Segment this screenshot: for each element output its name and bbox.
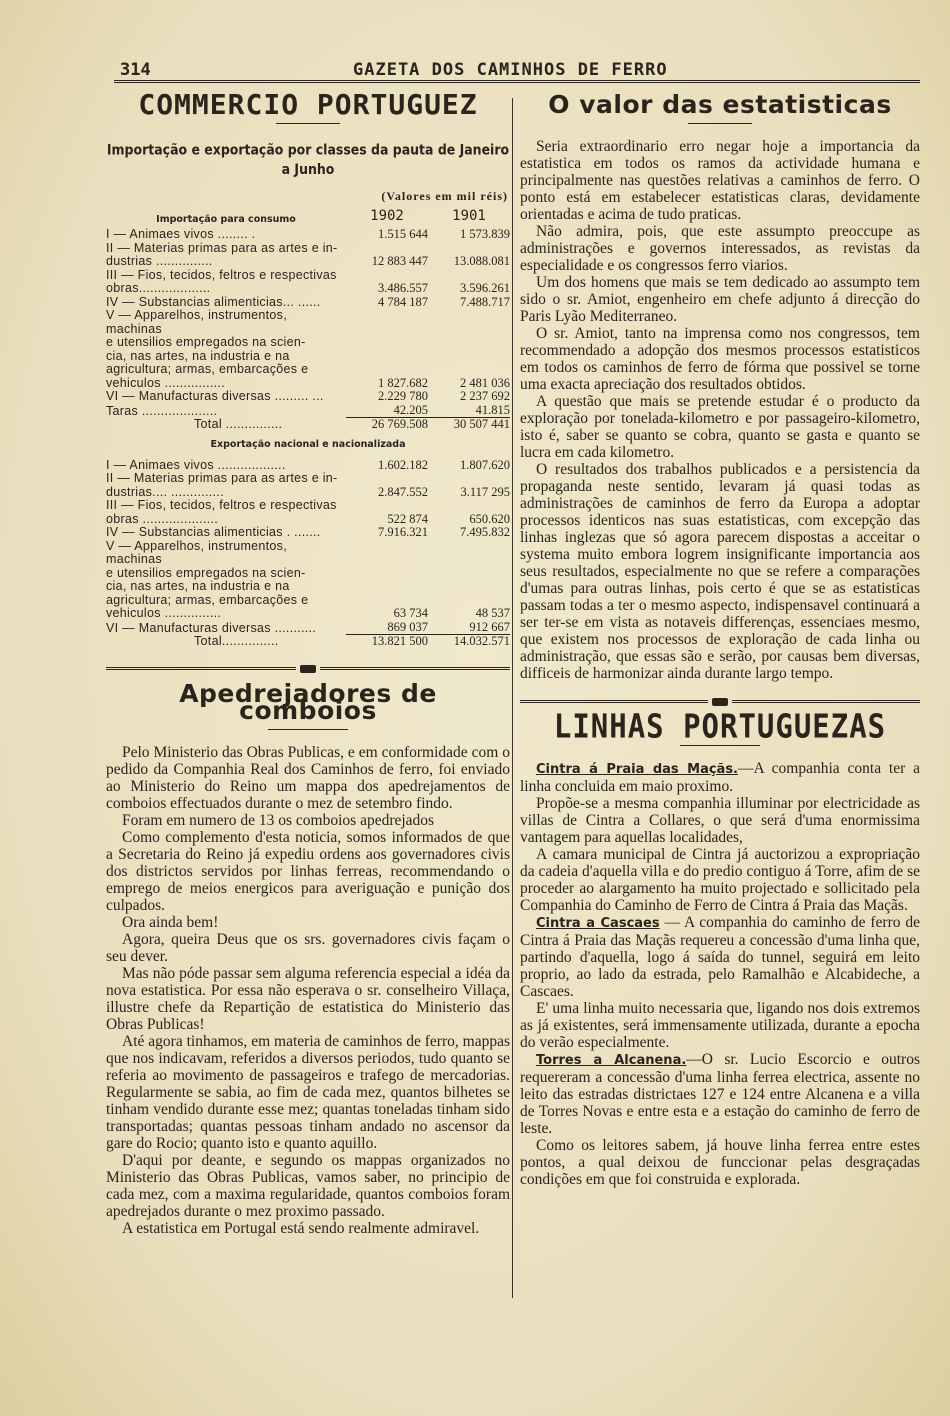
right-column — [520, 88, 920, 1188]
row-description: I — Animaes vivos ........ . — [106, 227, 256, 241]
paragraph: Até agora tinhamos, em materia de caminhos de ferro, mappas que nos indicavam, referidos a diversos periodos, tudo quanto se referia ao movimento de passageiros e trafego de mercadorias. Regularmente se sabia, ao fim de cada mez, quantos bilhetes se tinham vendido durante esse mez; quantas toneladas tinham sido transportadas; quantas pessoas tinham andado no ascensor da gare do Rocio; quanto isto e quanto aquillo. — [106, 1032, 510, 1152]
table-row — [106, 580, 510, 594]
row-description: dustrias.... .............. — [106, 484, 224, 499]
value-1902: 4 784 187 — [378, 294, 428, 309]
row-description: cia, nas artes, na industria e na — [106, 348, 290, 363]
table-row — [106, 363, 510, 377]
row-description: e utensilios empregados na scien- — [106, 565, 306, 580]
row-description: obras................... — [106, 281, 211, 295]
row-description: V — Apparelhos, instrumentos, machinas — [106, 308, 288, 336]
table-row — [106, 228, 510, 242]
paragraph: O resultados dos trabalhos publicados e a persistencia da propaganda neste sentido, levaram já quasi todas as administrações de caminhos de ferro da Europa a adoptar processos identicos nas suas estatisticas, com excepção das linhas inglezas que só agora parecem dispostas a acceitar o systema muito embora logrem insignificante importancia aos seus resultados, especialmente no que se refere a comparações d'umas para outras linhas, pois certo é que se as estatisticas passam todas a ter o mesmo aspecto, indispensavel continuará a ser ter-se em vista as notaveis differenças, essenciaes mesmo, que existem nos processos de exploração de cada linha ou administração, que essas são e serão, por causas bem diversas, difficeis de harmonizar ainda durante largo tempo. — [520, 461, 920, 682]
table-row — [106, 309, 510, 336]
value-1901: 7.495.832 — [460, 525, 510, 539]
row-description: cia, nas artes, na industria e na — [106, 579, 290, 593]
value-1901: 41.815 — [428, 404, 510, 419]
row-description: V — Apparelhos, instrumentos, machinas — [106, 538, 288, 566]
paragraph: Não admira, pois, que este assumpto preoccupe as administrações e governos interessados, as revistas da especialidade e os congressos ferro viarios. — [520, 223, 920, 274]
row-description: II — Materias primas para as artes e in- — [106, 240, 338, 255]
import-total-row — [106, 418, 510, 432]
paragraph: Seria extraordinario erro negar hoje a importancia da estatistica em todos os ramos da actividade humana e principalmente nas questões relativas a caminhos de ferro. O ponto está em estabelecer estatisticas claras, devidamente orientadas e acima de tudo praticas. — [520, 138, 920, 223]
table-row — [106, 404, 510, 419]
value-1901: 3.596.261 — [460, 281, 510, 295]
table-row — [106, 513, 510, 527]
header-rule — [114, 80, 920, 85]
value-1902: 7.916.321 — [378, 525, 428, 539]
left-column — [106, 88, 510, 1237]
total-1902: 13.821 500 — [371, 634, 428, 648]
value-1901: 48 537 — [475, 606, 510, 620]
value-1902: 3.486.557 — [378, 281, 428, 295]
table-row — [106, 282, 510, 296]
row-description: Taras .................... — [106, 403, 218, 418]
value-1901: 1.807.620 — [460, 457, 510, 472]
value-1902: 1 827.682 — [378, 375, 428, 390]
paragraph — [520, 1000, 920, 1051]
value-1901: 2 481 036 — [460, 375, 510, 390]
item-text: Como os leitores sabem, já houve linha ferrea entre estes pontos, a qual deixou de funccionar pelas desgraçadas condições em que foi construida e explorada. — [520, 1137, 920, 1188]
year-1902: 1902 — [370, 208, 404, 224]
year-1901: 1901 — [452, 208, 486, 224]
table-row — [106, 472, 510, 486]
row-description: agricultura; armas, embarcações e — [106, 362, 309, 376]
value-1902: 12 883 447 — [371, 254, 428, 268]
paragraph — [520, 914, 920, 1000]
paragraph: Foram em numero de 13 os comboios apedrejados — [122, 811, 435, 829]
value-1902: 42.205 — [346, 404, 428, 419]
row-description: VI — Manufacturas diversas ........... — [106, 620, 317, 635]
value-1901: 13.088.081 — [453, 254, 510, 268]
table-row — [106, 607, 510, 621]
linhas-heading: LINHAS PORTUGUEZAS — [553, 706, 887, 746]
value-1901: 2 237 692 — [460, 389, 510, 403]
valor-heading: O valor das estatisticas — [548, 90, 892, 119]
item-text: —A companhia conta ter a linha concluida em maio proximo. — [520, 760, 920, 795]
section1-label: Importação para consumo — [156, 214, 296, 225]
row-description: IV — Substancias alimenticias . ....... — [106, 525, 321, 539]
paragraph: O sr. Amiot, tanto na imprensa como nos congressos, tem recommendado a adopção dos mesmos processos estatisticos em todos os caminhos de ferro de fórma que possivel se torne uma exacta apreciação dos resultados obtidos. — [520, 325, 920, 393]
value-1902: 869 037 — [346, 621, 428, 636]
row-description: agricultura; armas, embarcações e — [106, 592, 309, 607]
paragraph: A questão que mais se pretende estudar é o producto da exploração por tonelada-kilometro e por passageiro-kilometro, isto é, saber se quanto se cobra, quanto se gasta e quanto se lucra em cada kilometro. — [520, 393, 920, 461]
row-description: II — Materias primas para as artes e in- — [106, 471, 338, 485]
valor-article — [520, 138, 920, 682]
paragraph — [520, 1051, 920, 1137]
value-1902: 63 734 — [393, 606, 428, 620]
table-row — [106, 336, 510, 350]
heading-rule — [688, 123, 752, 124]
row-description: obras .................... — [106, 511, 218, 526]
row-description: III — Fios, tecidos, feltros e respectivas — [106, 498, 337, 512]
table-row — [106, 526, 510, 540]
paragraph: Pelo Ministerio das Obras Publicas, e em conformidade com o pedido da Companhia Real dos Caminhos de ferro, foi enviado ao Ministerio do Reino um mappa dos apedrejamentos de comboios effectuados durante o mez de setembro findo. — [106, 743, 510, 812]
row-description: III — Fios, tecidos, feltros e respectivas — [106, 267, 337, 282]
item-text: Propõe-se a mesma companhia illuminar por electricidade as villas de Cintra a Collares, o que será d'uma enormissima vantagem para aquellas localidades, — [520, 795, 920, 846]
table-row — [106, 296, 510, 310]
item-text: —O sr. Lucio Escorcio e outros requereram a concessão d'uma linha ferrea electrica, assente no leito das estradas districtaes 127 e 124 entre Alcanena e a villa de Torres Novas e entre esta e a estação do caminho de ferro de leste. — [520, 1051, 920, 1137]
table-row — [106, 377, 510, 391]
commercio-subtitle: Importação e exportação por classes da pauta de Janeiro a Junho — [106, 140, 510, 178]
table-row — [106, 390, 510, 404]
apedrejadores-article — [106, 744, 510, 1237]
row-description: VI — Manufacturas diversas ......... ... — [106, 389, 324, 403]
value-1902: 522 874 — [387, 511, 428, 526]
table-row — [106, 594, 510, 608]
units-label: (Valores em mil réis) — [381, 189, 508, 203]
total-1901: 30 507 441 — [453, 417, 510, 431]
paragraph: Um dos homens que mais se tem dedicado ao assumpto tem sido o sr. Amiot, engenheiro em chefe adjunto á direcção do Paris Lyão Mediterraneo. — [520, 274, 920, 325]
export-total-row — [106, 635, 510, 649]
paragraph: Agora, queira Deus que os srs. governadores civis façam o seu dever. — [106, 930, 510, 965]
table-row — [106, 486, 510, 500]
page-number: 314 — [120, 60, 151, 80]
import-table — [106, 228, 510, 418]
value-1902: 1.515 644 — [378, 227, 428, 241]
row-description: I — Animaes vivos .................. — [106, 457, 286, 472]
row-description: dustrias ............... — [106, 254, 213, 268]
linhas-article — [520, 760, 920, 1188]
total-1902: 26 769.508 — [371, 417, 428, 431]
row-description: IV — Substancias alimenticias... ...... — [106, 294, 321, 309]
commercio-heading: COMMERCIO PORTUGUEZ — [138, 88, 478, 121]
value-1901: 912 667 — [428, 621, 510, 636]
item-text: — A companhia do caminho de ferro de Cintra á Praia das Maçãs requereu a concessão d'uma linha que, partindo d'aquella, logo á saída do tunnel, seguirá em leito proprio, ao lado da estrada, pelo Ramalhão e Alcabideche, a Cascaes. — [520, 914, 921, 1000]
row-description: e utensilios empregados na scien- — [106, 335, 306, 349]
table-row — [106, 350, 510, 364]
item-text: A camara municipal de Cintra já auctorizou a expropriação da cadeia d'aquella villa e do predio contiguo á Torre, afim de se proceder ao alargamento ha muito projectado e sollicitado pela Companhia do Caminho de Ferro de Cintra á Praia das Maçãs. — [520, 846, 920, 914]
total-label: Total............... — [194, 634, 279, 648]
table-row — [106, 540, 510, 567]
item-lead: Cintra a Cascaes — [536, 916, 660, 931]
paragraph — [520, 795, 920, 846]
item-lead: Torres a Alcanena. — [536, 1053, 687, 1068]
table-column-header — [106, 208, 510, 228]
column-divider — [512, 98, 513, 1298]
section-ornament — [106, 665, 510, 673]
paragraph — [520, 760, 920, 795]
total-label: Total ............... — [194, 417, 283, 431]
value-1902: 1.602.182 — [378, 457, 428, 472]
table-row — [106, 242, 510, 256]
publication-title: GAZETA DOS CAMINHOS DE FERRO — [353, 60, 668, 80]
row-description: vehiculos ............... — [106, 606, 222, 620]
export-table — [106, 459, 510, 636]
paragraph: Como complemento d'esta noticia, somos informados de que a Secretaria do Reino já expediu ordens aos governadores civis dos districtos servidos por linhas ferreas, recommendando o emprego de meios energicos para averiguação e punição dos culpados. — [106, 828, 510, 914]
paragraph: A estatistica em Portugal está sendo realmente admiravel. — [122, 1219, 480, 1237]
row-description: vehiculos ................ — [106, 375, 225, 390]
heading-rule — [268, 729, 348, 730]
table-row — [106, 459, 510, 473]
total-1901: 14.032.571 — [453, 634, 510, 648]
section2-label: Exportação nacional e nacionalizada — [210, 438, 406, 450]
paragraph — [520, 846, 920, 914]
paragraph — [520, 1137, 920, 1188]
value-1901: 1 573.839 — [460, 227, 510, 241]
value-1902: 2.229 780 — [378, 389, 428, 403]
value-1902: 2.847.552 — [378, 484, 428, 499]
table-row — [106, 499, 510, 513]
paragraph: D'aqui por deante, e segundo os mappas organizados no Ministerio das Obras Publicas, vamos saber, no principio de cada mez, com a maxima regularidade, quantos comboios foram apedrejados durante o mez proximo passado. — [106, 1151, 510, 1220]
heading-rule — [276, 123, 340, 124]
apedrejadores-heading: Apedrejadores de comboios — [179, 678, 437, 725]
running-head — [120, 56, 910, 80]
section-ornament — [520, 698, 920, 706]
table-row — [106, 269, 510, 283]
item-text: E' uma linha muito necessaria que, ligando nos dois extremos as já existentes, será immensamente utilizada, durante a epocha do verão especialmente. — [520, 1000, 920, 1051]
paragraph: Ora ainda bem! — [122, 913, 219, 931]
value-1901: 650.620 — [469, 511, 510, 526]
table-row — [106, 255, 510, 269]
paragraph: Mas não póde passar sem alguma referencia especial a idéa da nova estatistica. Por essa não esperava o sr. conselheiro Villaça, illustre chefe da Repartição de estatistica do Ministerio das Obras Publicas! — [106, 964, 510, 1033]
value-1901: 3.117 295 — [460, 484, 510, 499]
item-lead: Cintra á Praia das Maçãs. — [536, 762, 738, 777]
value-1901: 7.488.717 — [460, 294, 510, 309]
table-row — [106, 567, 510, 581]
table-row — [106, 621, 510, 636]
